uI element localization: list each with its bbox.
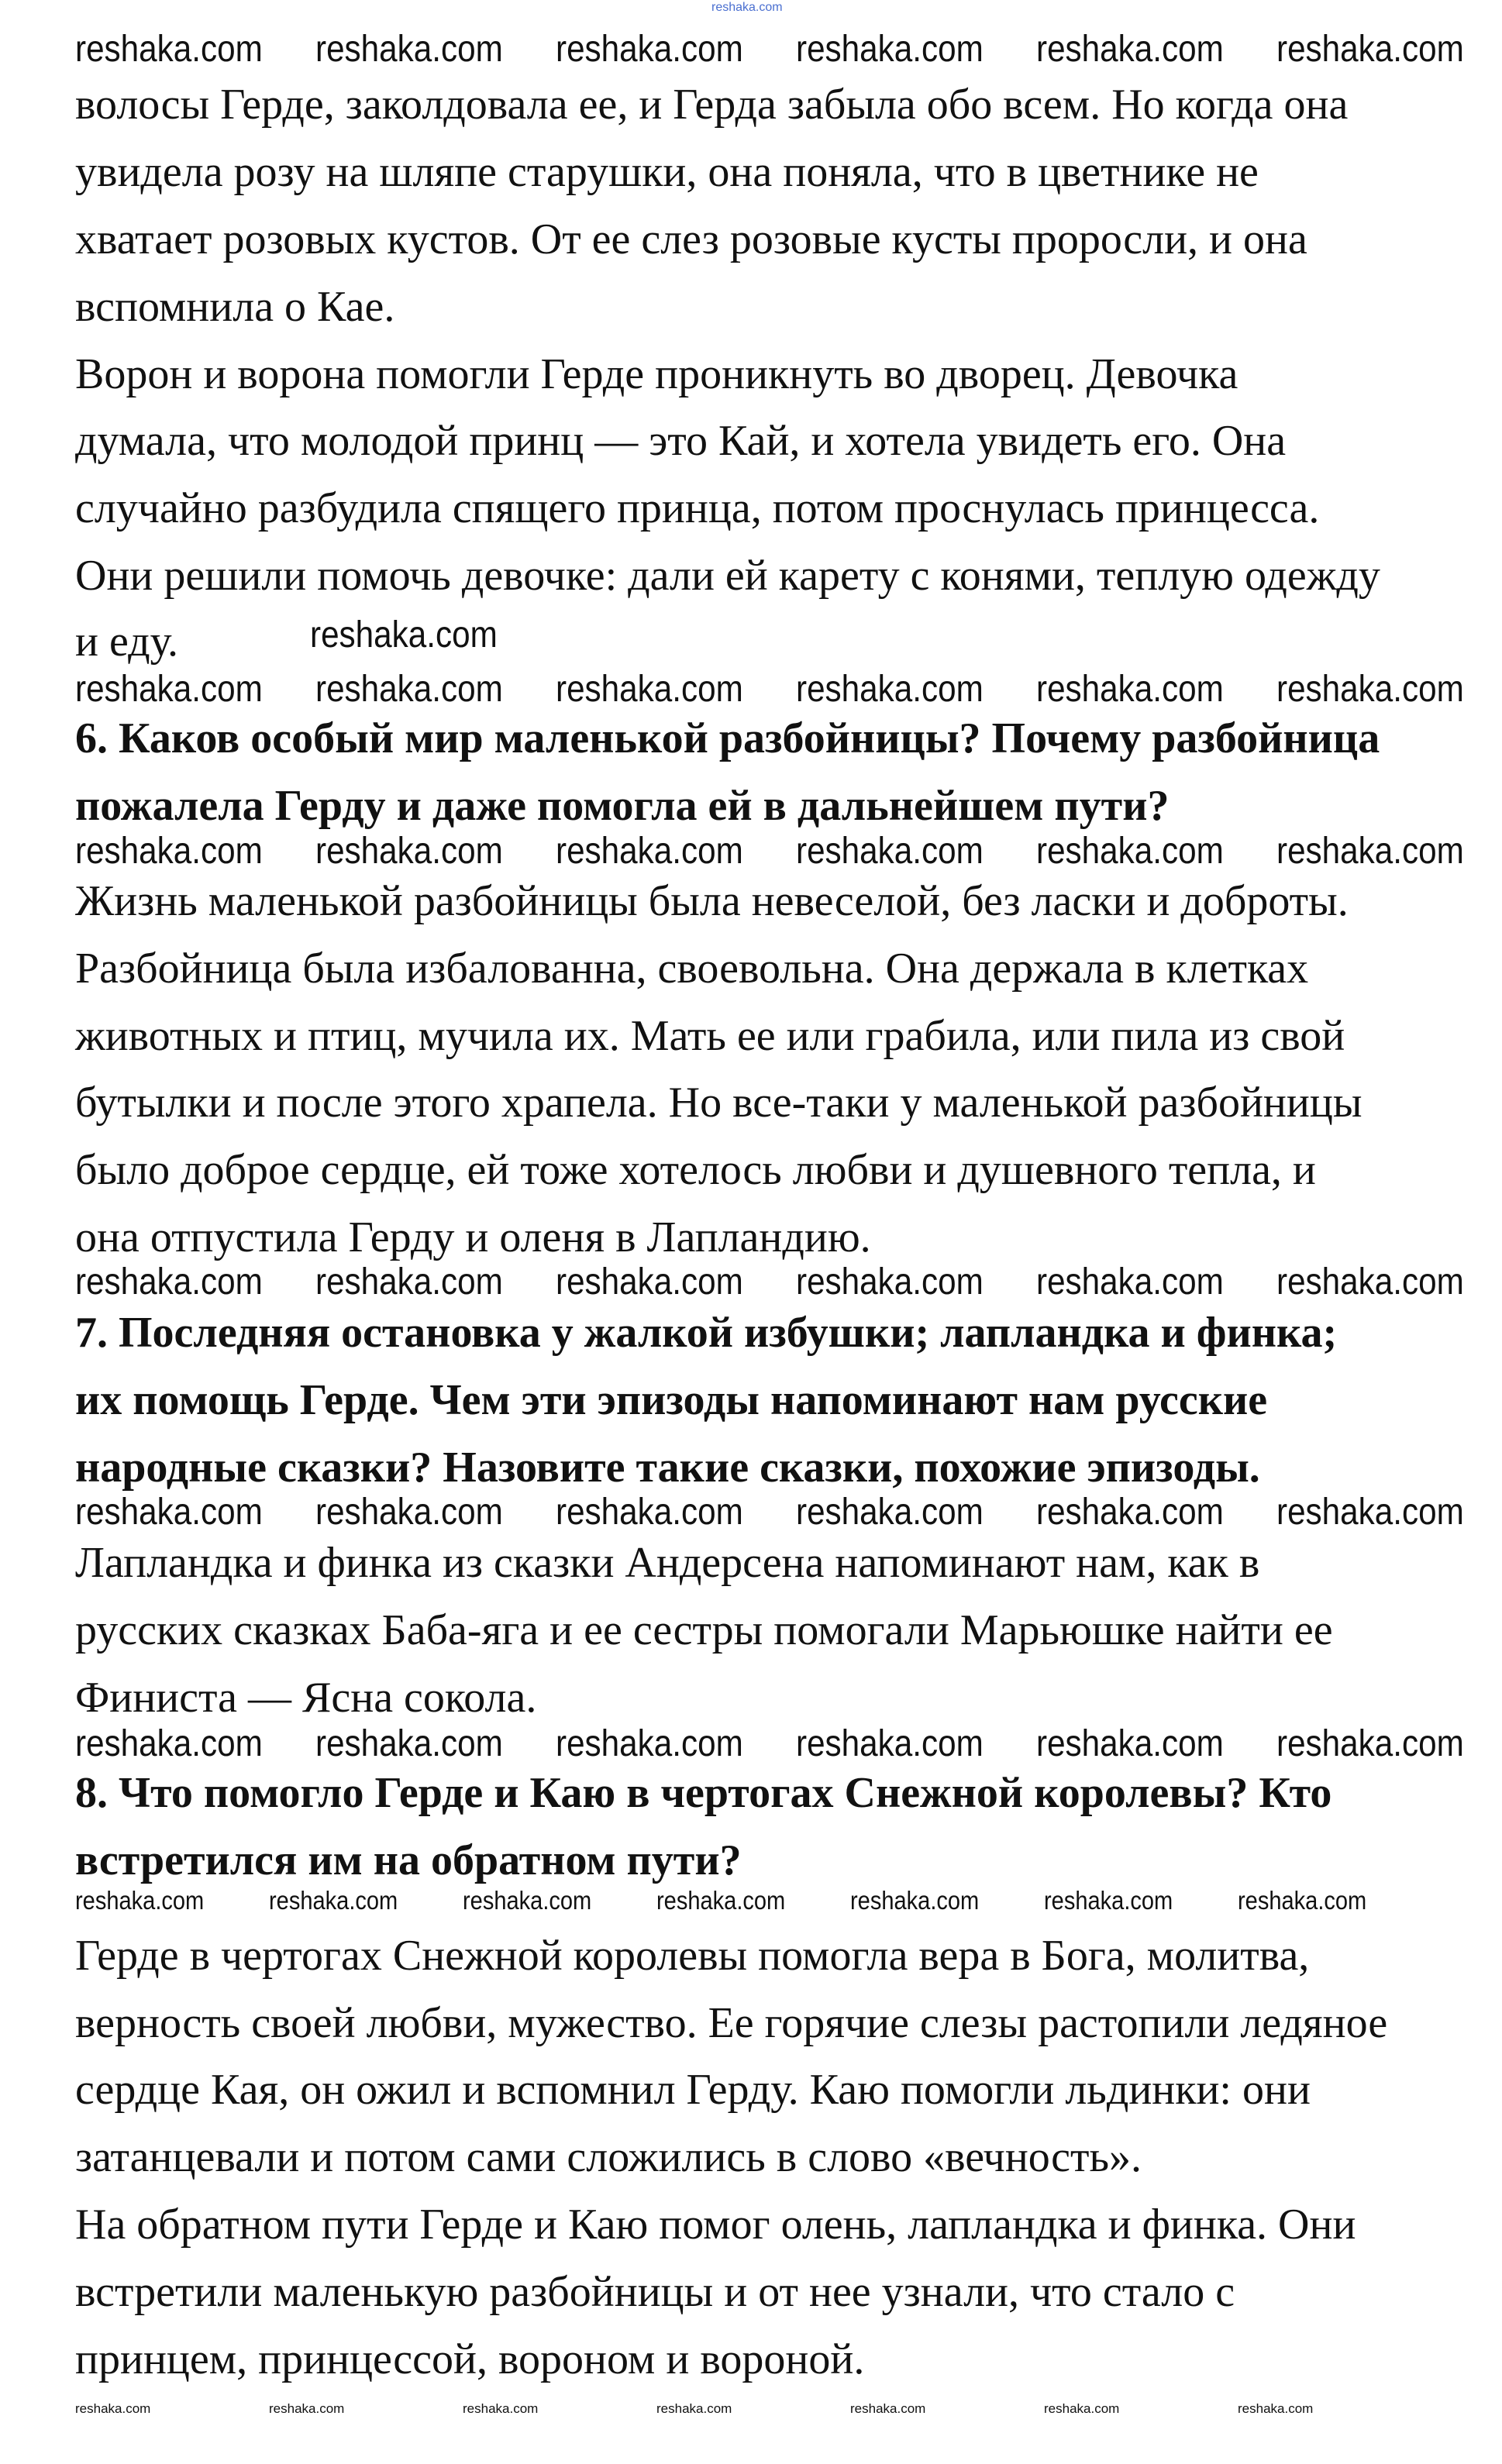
watermark: reshaka.com xyxy=(796,1261,984,1303)
watermark: reshaka.com xyxy=(556,29,743,70)
watermark: reshaka.com xyxy=(315,669,503,710)
watermark: reshaka.com xyxy=(75,29,263,70)
watermark: reshaka.com xyxy=(1036,831,1224,872)
answer-line: встретили маленькую разбойницы и от нее узнали, что стало с xyxy=(75,2268,1235,2316)
watermark: reshaka.com xyxy=(1276,29,1464,70)
answer-line: вспомнила о Кае. xyxy=(75,283,395,331)
answer-line: и еду. xyxy=(75,618,178,666)
answer-line: Герде в чертогах Снежной королевы помогла вера в Бога, молитва, xyxy=(75,1932,1310,1980)
watermark: reshaka.com xyxy=(269,2401,345,2416)
watermark: reshaka.com xyxy=(1036,29,1224,70)
watermark: reshaka.com xyxy=(796,1723,984,1764)
watermark: reshaka.com xyxy=(75,1723,263,1764)
watermark: reshaka.com xyxy=(1036,1492,1224,1533)
watermark: reshaka.com xyxy=(1044,1886,1173,1915)
watermark: reshaka.com xyxy=(1276,1261,1464,1303)
watermark: reshaka.com xyxy=(796,29,984,70)
watermark: reshaka.com xyxy=(75,1261,263,1303)
answer-line: Жизнь маленькой разбойницы была невеселой, без ласки и доброты. xyxy=(75,877,1349,925)
watermark: reshaka.com xyxy=(1276,831,1464,872)
answer-line: бутылки и после этого храпела. Но все-таки у маленькой разбойницы xyxy=(75,1079,1362,1127)
watermark: reshaka.com xyxy=(556,1723,743,1764)
watermark: reshaka.com xyxy=(463,1886,592,1915)
answer-line: увидела розу на шляпе старушки, она поняла, что в цветнике не xyxy=(75,148,1259,196)
question-line: пожалела Герду и даже помогла ей в дальнейшем пути? xyxy=(75,782,1170,830)
watermark: reshaka.com xyxy=(75,1886,205,1915)
watermark: reshaka.com xyxy=(556,1492,743,1533)
answer-line: русских сказках Баба-яга и ее сестры помогали Марьюшке найти ее xyxy=(75,1606,1333,1654)
watermark: reshaka.com xyxy=(310,614,498,656)
watermark: reshaka.com xyxy=(556,1261,743,1303)
watermark: reshaka.com xyxy=(315,29,503,70)
answer-line: Лапландка и финка из сказки Андерсена напоминают нам, как в xyxy=(75,1539,1260,1587)
watermark: reshaka.com xyxy=(1238,1886,1367,1915)
watermark: reshaka.com xyxy=(1036,1261,1224,1303)
answer-line: На обратном пути Герде и Каю помог олень, лапландка и финка. Они xyxy=(75,2201,1356,2249)
watermark: reshaka.com xyxy=(556,669,743,710)
watermark: reshaka.com xyxy=(1036,669,1224,710)
watermark: reshaka.com xyxy=(1044,2401,1120,2416)
watermark: reshaka.com xyxy=(75,1492,263,1533)
answer-line: принцем, принцессой, вороном и вороной. xyxy=(75,2335,865,2383)
answer-line: волосы Герде, заколдовала ее, и Герда забыла обо всем. Но когда она xyxy=(75,81,1349,129)
answer-line: Разбойница была избалованна, своевольна. Она держала в клетках xyxy=(75,945,1309,993)
question-line: 8. Что помогло Герде и Каю в чертогах Снежной королевы? Кто xyxy=(75,1769,1332,1817)
watermark: reshaka.com xyxy=(796,1492,984,1533)
watermark: reshaka.com xyxy=(1036,1723,1224,1764)
watermark: reshaka.com xyxy=(796,831,984,872)
answer-line: Финиста — Ясна сокола. xyxy=(75,1674,537,1722)
watermark: reshaka.com xyxy=(656,1886,786,1915)
watermark: reshaka.com xyxy=(656,2401,732,2416)
answer-line: Они решили помочь девочке: дали ей карету с конями, теплую одежду xyxy=(75,552,1380,600)
watermark: reshaka.com xyxy=(1276,669,1464,710)
question-line: 6. Каков особый мир маленькой разбойницы? Почему разбойница xyxy=(75,714,1380,762)
header-watermark: reshaka.com xyxy=(711,1,783,14)
watermark: reshaka.com xyxy=(796,669,984,710)
watermark: reshaka.com xyxy=(1276,1492,1464,1533)
answer-line: было доброе сердце, ей тоже хотелось любви и душевного тепла, и xyxy=(75,1146,1316,1194)
watermark: reshaka.com xyxy=(850,2401,926,2416)
answer-line: сердце Кая, он ожил и вспомнил Герду. Каю помогли льдинки: они xyxy=(75,2066,1311,2114)
watermark: reshaka.com xyxy=(315,1261,503,1303)
watermark: reshaka.com xyxy=(269,1886,398,1915)
question-line: 7. Последняя остановка у жалкой избушки; лапландка и финка; xyxy=(75,1309,1338,1357)
watermark: reshaka.com xyxy=(75,669,263,710)
question-line: их помощь Герде. Чем эти эпизоды напоминают нам русские xyxy=(75,1376,1268,1424)
answer-line: животных и птиц, мучила их. Мать ее или грабила, или пила из свой xyxy=(75,1012,1345,1060)
watermark: reshaka.com xyxy=(315,1723,503,1764)
watermark: reshaka.com xyxy=(315,1492,503,1533)
watermark: reshaka.com xyxy=(1276,1723,1464,1764)
watermark: reshaka.com xyxy=(556,831,743,872)
question-line: народные сказки? Назовите такие сказки, похожие эпизоды. xyxy=(75,1444,1260,1492)
watermark: reshaka.com xyxy=(75,831,263,872)
answer-line: думала, что молодой принц — это Кай, и хотела увидеть его. Она xyxy=(75,417,1287,465)
watermark: reshaka.com xyxy=(315,831,503,872)
watermark: reshaka.com xyxy=(463,2401,539,2416)
watermark: reshaka.com xyxy=(1238,2401,1314,2416)
answer-line: Ворон и ворона помогли Герде проникнуть во дворец. Девочка xyxy=(75,350,1238,398)
watermark: reshaka.com xyxy=(75,2401,151,2416)
answer-line: хватает розовых кустов. От ее слез розовые кусты проросли, и она xyxy=(75,215,1307,263)
answer-line: случайно разбудила спящего принца, потом проснулась принцесса. xyxy=(75,484,1320,532)
answer-line: верность своей любви, мужество. Ее горячие слезы растопили ледяное xyxy=(75,1999,1388,2047)
answer-line: она отпустила Герду и оленя в Лапландию. xyxy=(75,1213,871,1261)
watermark: reshaka.com xyxy=(850,1886,980,1915)
answer-line: затанцевали и потом сами сложились в слово «вечность». xyxy=(75,2133,1142,2181)
question-line: встретился им на обратном пути? xyxy=(75,1836,742,1884)
